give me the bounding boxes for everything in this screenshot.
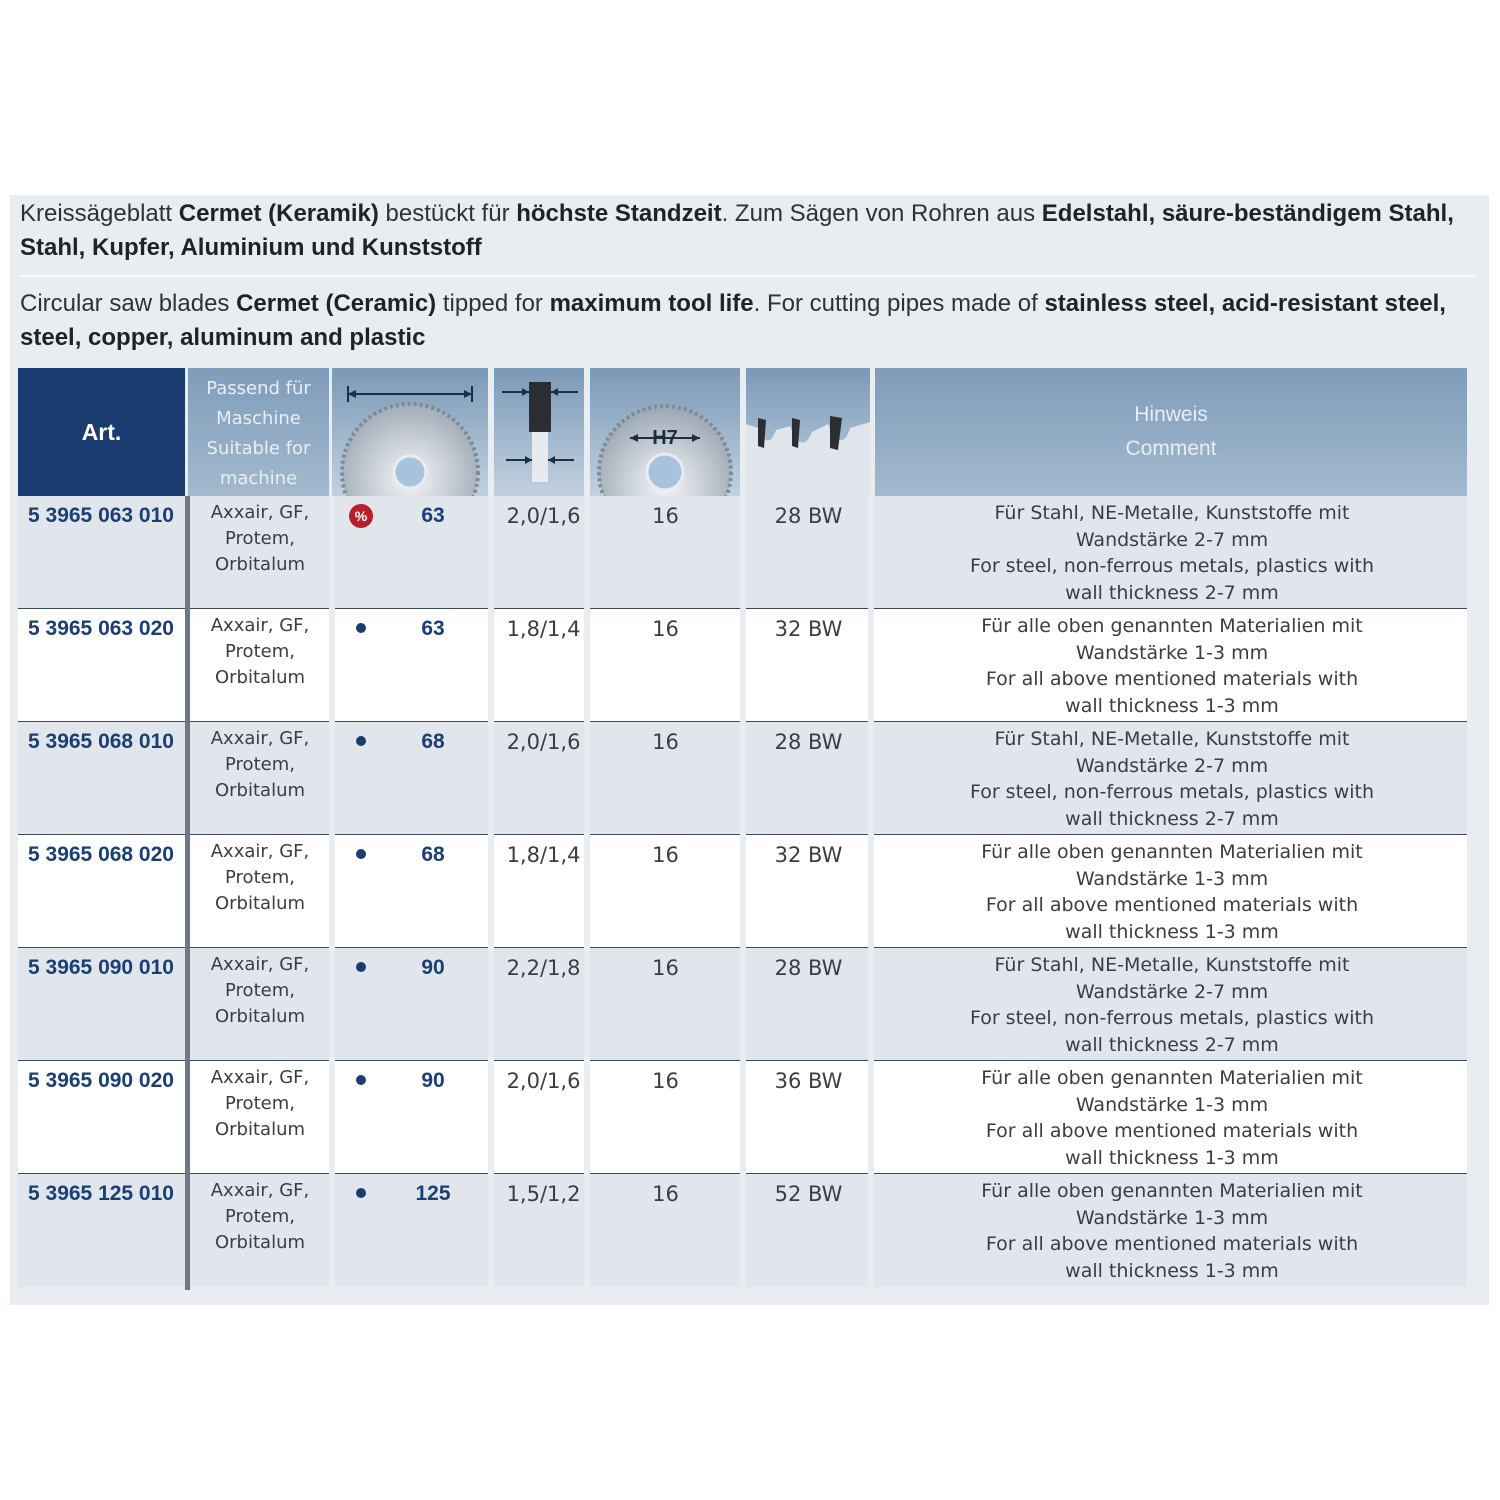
intro-segment: bestückt für — [378, 200, 517, 227]
machine-line: Axxair, GF, — [210, 1067, 310, 1088]
intro-segment: maximum tool life — [549, 290, 754, 317]
comment-line: For all above mentioned materials with — [985, 668, 1359, 690]
intro-english — [20, 287, 1475, 355]
bore-value: 16 — [652, 843, 679, 867]
machine-cell — [190, 1065, 330, 1143]
intro-segment: . For cutting pipes made of — [753, 290, 1045, 317]
machine-line: Orbitalum — [214, 667, 306, 688]
header-comment-label: Comment — [1125, 437, 1217, 460]
machine-line: Orbitalum — [214, 780, 306, 801]
comment-line: Wandstärke 2-7 mm — [1075, 528, 1269, 551]
bore-value: 16 — [652, 730, 679, 754]
machine-line: Axxair, GF, — [210, 954, 310, 975]
intro-segment: Cermet (Ceramic) — [236, 290, 437, 317]
comment-line: For steel, non-ferrous metals, plastics with — [969, 1007, 1375, 1029]
diameter-value: 68 — [421, 730, 445, 753]
bore-value: 16 — [652, 956, 679, 980]
machine-line: Protem, — [225, 754, 295, 775]
tooth-profile-icon — [746, 368, 870, 496]
comment-line: Wandstärke 1-3 mm — [1075, 641, 1269, 664]
comment-cell — [878, 726, 1466, 832]
comment-line: Wandstärke 1-3 mm — [1075, 1093, 1269, 1116]
intro-segment: Circular saw blades — [20, 290, 237, 317]
intro-segment: Kreissägeblatt — [20, 200, 179, 227]
machine-line: Axxair, GF, — [210, 615, 310, 636]
machine-cell — [190, 613, 330, 691]
column-divider — [329, 496, 335, 1290]
machine-line: Orbitalum — [214, 893, 306, 914]
comment-line: For all above mentioned materials with — [985, 894, 1359, 916]
comment-line: For all above mentioned materials with — [985, 1120, 1359, 1142]
thickness-value: 2,0/1,6 — [506, 730, 581, 754]
comment-line: Für Stahl, NE-Metalle, Kunststoffe mit — [994, 502, 1350, 524]
catalog-sheet — [10, 195, 1489, 1305]
machine-line: Orbitalum — [214, 1119, 306, 1140]
blade-diameter-icon — [332, 368, 488, 496]
diameter-value: 90 — [421, 1069, 445, 1092]
thickness-value: 1,8/1,4 — [506, 843, 581, 867]
teeth-value: 36 BW — [774, 1069, 843, 1093]
blade-thickness-icon — [494, 368, 584, 496]
machine-line: Orbitalum — [214, 554, 306, 575]
bullet-dot-icon — [356, 623, 366, 633]
article-number: 5 3965 090 020 — [28, 1069, 174, 1092]
article-number: 5 3965 125 010 — [28, 1182, 174, 1205]
teeth-value: 28 BW — [774, 730, 843, 754]
comment-line: Wandstärke 2-7 mm — [1075, 754, 1269, 777]
machine-line: Orbitalum — [214, 1006, 306, 1027]
comment-cell — [878, 1178, 1466, 1284]
header-machine-line: Maschine — [216, 408, 301, 429]
intro-segment: höchste Standzeit — [516, 200, 722, 227]
thickness-value: 1,8/1,4 — [506, 617, 581, 641]
header-comment — [875, 368, 1467, 496]
comment-cell — [878, 1065, 1466, 1171]
intro-segment: Cermet (Keramik) — [178, 200, 379, 227]
article-number: 5 3965 063 020 — [28, 617, 174, 640]
diameter-value: 68 — [421, 843, 445, 866]
bullet-dot-icon — [356, 736, 366, 746]
column-divider — [868, 496, 874, 1290]
header-art: Art. — [18, 368, 185, 496]
comment-line: Für alle oben genannten Materialien mit — [981, 1067, 1363, 1089]
product-table — [18, 368, 1467, 1290]
comment-line: wall thickness 1-3 mm — [1065, 1146, 1279, 1169]
diameter-value: 63 — [421, 617, 445, 640]
bore-value: 16 — [652, 617, 679, 641]
machine-line: Protem, — [225, 1206, 295, 1227]
machine-cell — [190, 952, 330, 1030]
header-diameter — [332, 368, 488, 496]
machine-line: Axxair, GF, — [210, 502, 310, 523]
machine-line: Axxair, GF, — [210, 728, 310, 749]
header-thickness — [494, 368, 584, 496]
bullet-dot-icon — [356, 962, 366, 972]
comment-cell — [878, 952, 1466, 1058]
header-hinweis-label: Hinweis — [1134, 403, 1208, 426]
thickness-value: 2,2/1,8 — [506, 956, 581, 980]
comment-line: Für Stahl, NE-Metalle, Kunststoffe mit — [994, 954, 1350, 976]
intro-german — [20, 197, 1475, 265]
intro-segment: . Zum Sägen von Rohren aus — [721, 200, 1042, 227]
machine-line: Protem, — [225, 528, 295, 549]
header-machine — [188, 368, 329, 496]
comment-line: wall thickness 2-7 mm — [1065, 581, 1279, 604]
teeth-value: 52 BW — [774, 1182, 843, 1206]
intro-segment: stainless steel, acid-resistant steel, steel, copper, aluminum and plastic — [20, 290, 1446, 351]
comment-line: For steel, non-ferrous metals, plastics with — [969, 781, 1375, 803]
thickness-value: 1,5/1,2 — [506, 1182, 581, 1206]
header-machine-line: Suitable for — [206, 438, 311, 459]
blade-bore-icon — [590, 368, 740, 496]
comment-line: Für alle oben genannten Materialien mit — [981, 615, 1363, 637]
comment-cell — [878, 500, 1466, 606]
comment-line: Für alle oben genannten Materialien mit — [981, 841, 1363, 863]
diameter-value: 63 — [421, 504, 445, 527]
bullet-dot-icon — [356, 849, 366, 859]
teeth-value: 28 BW — [774, 504, 843, 528]
header-teeth — [746, 368, 870, 496]
teeth-value: 28 BW — [774, 956, 843, 980]
bore-value: 16 — [652, 504, 679, 528]
machine-line: Orbitalum — [214, 1232, 306, 1253]
percent-badge-icon: % — [349, 504, 373, 528]
machine-cell — [190, 1178, 330, 1256]
machine-line: Protem, — [225, 641, 295, 662]
comment-line: wall thickness 2-7 mm — [1065, 807, 1279, 830]
comment-line: wall thickness 1-3 mm — [1065, 694, 1279, 717]
diameter-value: 90 — [421, 956, 445, 979]
machine-line: Protem, — [225, 980, 295, 1001]
comment-line: Wandstärke 1-3 mm — [1075, 1206, 1269, 1229]
bore-value: 16 — [652, 1182, 679, 1206]
intro-divider — [20, 275, 1475, 277]
comment-line: Für alle oben genannten Materialien mit — [981, 1180, 1363, 1202]
header-machine-line: machine — [219, 468, 298, 489]
comment-line: wall thickness 1-3 mm — [1065, 920, 1279, 943]
comment-line: For all above mentioned materials with — [985, 1233, 1359, 1255]
bullet-dot-icon — [356, 1075, 366, 1085]
intro-segment: tipped for — [436, 290, 550, 317]
thickness-value: 2,0/1,6 — [506, 1069, 581, 1093]
machine-line: Protem, — [225, 1093, 295, 1114]
machine-line: Axxair, GF, — [210, 1180, 310, 1201]
machine-cell — [190, 500, 330, 578]
article-number: 5 3965 090 010 — [28, 956, 174, 979]
comment-line: Für Stahl, NE-Metalle, Kunststoffe mit — [994, 728, 1350, 750]
header-machine-line: Passend für — [206, 378, 311, 399]
bullet-dot-icon — [356, 1188, 366, 1198]
article-number: 5 3965 068 020 — [28, 843, 174, 866]
machine-cell — [190, 839, 330, 917]
header-bore — [590, 368, 740, 496]
bore-tolerance-label: H7 — [652, 427, 678, 449]
comment-line: wall thickness 1-3 mm — [1065, 1259, 1279, 1282]
machine-line: Axxair, GF, — [210, 841, 310, 862]
comment-cell — [878, 839, 1466, 945]
comment-line: Wandstärke 2-7 mm — [1075, 980, 1269, 1003]
article-number: 5 3965 068 010 — [28, 730, 174, 753]
teeth-value: 32 BW — [774, 617, 843, 641]
machine-line: Protem, — [225, 867, 295, 888]
comment-line: Wandstärke 1-3 mm — [1075, 867, 1269, 890]
thickness-value: 2,0/1,6 — [506, 504, 581, 528]
bore-value: 16 — [652, 1069, 679, 1093]
machine-cell — [190, 726, 330, 804]
teeth-value: 32 BW — [774, 843, 843, 867]
article-number: 5 3965 063 010 — [28, 504, 174, 527]
column-divider — [488, 496, 494, 1290]
diameter-value: 125 — [415, 1182, 451, 1205]
comment-line: wall thickness 2-7 mm — [1065, 1033, 1279, 1056]
comment-line: For steel, non-ferrous metals, plastics with — [969, 555, 1375, 577]
intro-segment: Edelstahl, säure-beständigem Stahl, Stahl, Kupfer, Aluminium und Kunststoff — [20, 200, 1454, 261]
column-divider — [740, 496, 746, 1290]
comment-cell — [878, 613, 1466, 719]
column-divider — [185, 496, 190, 1290]
column-divider — [584, 496, 590, 1290]
